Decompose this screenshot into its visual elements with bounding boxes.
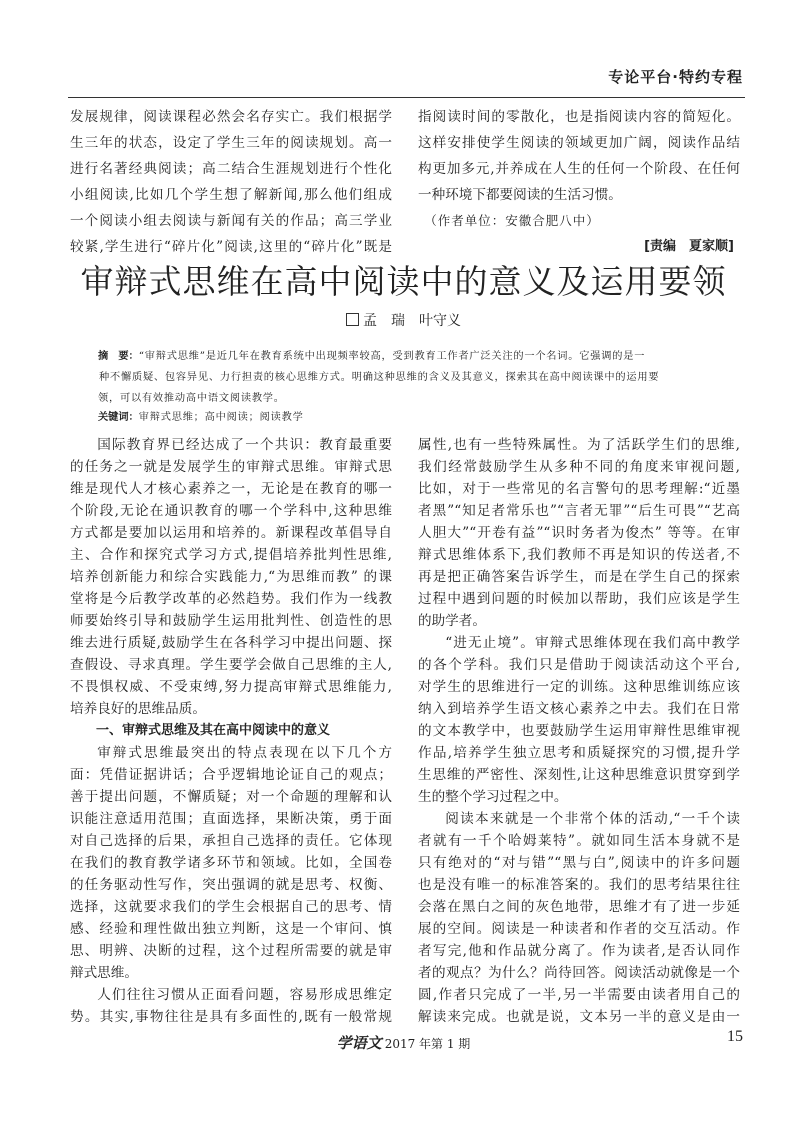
text-line: 主、合作和探究式学习方式,提倡培养批判性思维, <box>70 547 392 563</box>
text-line: 人们往往习惯从正面看问题，容易形成思维定 <box>97 987 392 1003</box>
text-line: 我们经常鼓励学生从多种不同的角度来审视问题, <box>418 459 740 475</box>
text-line: 师要始终引导和鼓励学生运用批判性、创造性的思 <box>70 613 392 629</box>
text-line: 方式都是要加以运用和培养的。新课程改革倡导自 <box>70 525 392 541</box>
text-line: 善于提出问题，不懈质疑；对一个命题的理解和认 <box>70 789 392 805</box>
prev-article-left-column <box>70 104 392 260</box>
text-line: 思、明辨、决断的过程，这个过程所需要的就是审 <box>70 943 392 959</box>
section-heading: 一、审辩式思维及其在高中阅读中的意义 <box>96 723 331 738</box>
section-header: 专论平台·特约专程 <box>608 68 743 86</box>
text-line: 会落在黑白之间的灰色地带，思维才有了进一步延 <box>418 899 740 915</box>
text-line: 作品,培养学生独立思考和质疑探究的习惯,提升学 <box>418 745 740 761</box>
text-line: 堂将是今后教学改革的必然趋势。我们作为一线教 <box>70 591 392 607</box>
text-line: 属性,也有一些特殊属性。为了活跃学生们的思维, <box>418 437 740 453</box>
abstract-line: 领，可以有效推动高中语文阅读教学。 <box>98 393 285 404</box>
text-line: 国际教育界已经达成了一个共识：教育最重要 <box>97 437 392 453</box>
text-line: 审辩式思维最突出的特点表现在以下几个方 <box>97 745 392 761</box>
text-line: 只有绝对的“对与错”“黑与白”,阅读中的许多问题 <box>418 855 740 871</box>
text-line: 面：凭借证据讲话；合乎逻辑地论证自己的观点； <box>70 767 392 783</box>
text-line: 指阅读时间的零散化，也是指阅读内容的简短化。 <box>418 109 740 125</box>
text-line: 比如，对于一些常见的名言警句的思考理解:“近墨 <box>418 481 740 497</box>
text-line: 维是现代人才核心素养之一，无论是在教育的哪一 <box>70 481 392 497</box>
text-line: 发展规律，阅读课程必然会名存实亡。我们根据学 <box>70 109 392 125</box>
text-line: 的各个学科。我们只是借助于阅读活动这个平台, <box>418 657 740 673</box>
text-line: 一种环境下都要阅读的生活习惯。 <box>418 187 622 203</box>
text-line: 对自己选择的后果，承担自己选择的责任。它体现 <box>70 833 392 849</box>
text-line: 阅读本来就是一个非常个体的活动,“一千个读 <box>445 811 740 827</box>
text-line: 势。其实,事物往往是具有多面性的,既有一般常规 <box>70 1009 392 1025</box>
text-line: 生三年的状态，设定了学生三年的阅读规划。高一 <box>70 135 392 151</box>
text-line: 对学生的思维进行一定的训练。这种思维训练应该 <box>418 679 740 695</box>
text-line: 者写完,他和作品就分离了。作为读者,是否认同作 <box>418 943 740 959</box>
text-line: 构更加多元,并养成在人生的任何一个阶段、在任何 <box>418 161 740 177</box>
text-line: 的任务驱动性写作，突出强调的就是思考、权衡、 <box>70 877 392 893</box>
text-line: 的文本教学中，也要鼓励学生运用审辩性思维审视 <box>418 723 740 739</box>
text-line: 进行名著经典阅读；高二结合生涯规划进行个性化 <box>70 161 392 177</box>
text-line: 辩式思维体系下,我们教师不再是知识的传送者,不 <box>418 547 740 563</box>
text-line: 一个阅读小组去阅读与新闻有关的作品；高三学业 <box>70 213 392 229</box>
footer <box>0 1032 807 1053</box>
text-line: 维去进行质疑,鼓励学生在各科学习中提出问题、探 <box>70 635 392 651</box>
text-line: 这样安排使学生阅读的领域更加广阔，阅读作品结 <box>418 135 740 151</box>
keywords-label: 关键词： <box>98 412 139 423</box>
text-line: 选择，这就要求我们的学生会根据自己的思考、情 <box>70 899 392 915</box>
abstract-label: 摘 要： <box>98 351 139 362</box>
author-unit: （作者单位：安徽合肥八中） <box>424 213 600 228</box>
text-line: 生的整个学习过程之中。 <box>418 789 568 805</box>
page-number: 15 <box>727 1028 743 1045</box>
text-line: 也是没有唯一的标准答案的。我们的思考结果往往 <box>418 877 740 893</box>
text-line: 者的观点？为什么？尚待回答。阅读活动就像是一个 <box>418 965 740 981</box>
text-line: 者就有一千个哈姆莱特”。就如同生活本身就不是 <box>418 833 740 849</box>
article-authors <box>0 310 807 330</box>
prev-article-right-text <box>418 104 740 208</box>
text-line: 生思维的严密性、深刻性,让这种思维意识贯穿到学 <box>418 767 740 783</box>
keywords-line <box>98 409 718 426</box>
editor-credit: [责编 夏家顺] <box>644 239 734 254</box>
keywords: 审辩式思维；高中阅读；阅读教学 <box>138 412 304 423</box>
text-line: 辩式思维。 <box>70 965 138 981</box>
text-line: 再是把正确答案告诉学生，而是在学生自己的探索 <box>418 569 740 585</box>
text-line: 培养创新能力和综合实践能力,“为思维而教” 的课 <box>70 569 392 585</box>
text-line: 人胆大”“开卷有益”“识时务者为俊杰” 等等。在审 <box>418 525 740 541</box>
issue: 2017 年第 1 期 <box>384 1037 471 1051</box>
author-names: 孟 瑞 叶守义 <box>363 313 461 329</box>
magazine-name: 学语文 <box>336 1034 382 1052</box>
text-line: 培养良好的思维品质。 <box>70 701 206 717</box>
text-line: 小组阅读,比如几个学生想了解新闻,那么他们组成 <box>70 187 392 203</box>
text-line: 的任务之一就是发展学生的审辩式思维。审辩式思 <box>70 459 392 475</box>
text-line: 纳入到培养学生语文核心素养之中去。我们在日常 <box>418 701 740 717</box>
body-left-column <box>70 434 392 1028</box>
text-line: 者黑”“知足者常乐也”“言者无罪”“后生可畏”“艺高 <box>418 503 740 519</box>
text-line: “进无止境”。审辩式思维体现在我们高中教学 <box>445 635 740 651</box>
text-line: 解读来完成。也就是说，文本另一半的意义是由一 <box>418 1009 740 1025</box>
text-line: 较紧,学生进行“碎片化”阅读,这里的“碎片化”既是 <box>70 239 392 255</box>
text-line: 查假设、寻求真理。学生要学会做自己思维的主人, <box>70 657 392 673</box>
header-rule <box>68 97 745 98</box>
abstract-line: 种不懈质疑、包容异见、力行担责的核心思维方式。明确这种思维的含义及其意义，探索其在高中阅读课中的运用要 <box>99 372 660 383</box>
text-line: 感、经验和理性做出独立判断，这是一个审问、慎 <box>70 921 392 937</box>
abstract <box>98 346 718 426</box>
article-title: 审辩式思维在高中阅读中的意义及运用要领 <box>80 262 727 301</box>
text-line: 展的空间。阅读是一种读者和作者的交互活动。作 <box>418 921 740 937</box>
author-box-icon <box>346 313 359 326</box>
abstract-line: 摘 要：“审辩式思维”是近几年在教育系统中出现频率较高，受到教育工作者广泛关注的一个名词。它强调的是一 <box>98 351 646 362</box>
text-line: 圆,作者只完成了一半,另一半需要由读者用自己的 <box>418 987 740 1003</box>
body-right-column <box>418 434 740 1028</box>
text-line: 个阶段,无论在通识教育的哪一个学科中,这种思维 <box>70 503 392 519</box>
prev-article-right-column <box>418 104 740 260</box>
text-line: 过程中遇到问题的时候加以帮助，我们应该是学生 <box>418 591 740 607</box>
text-line: 在我们的教育教学诸多环节和领域。比如，全国卷 <box>70 855 392 871</box>
text-line: 的助学者。 <box>418 613 486 629</box>
text-line: 识能注意适用范围；直面选择，果断决策，勇于面 <box>70 811 392 827</box>
text-line: 不畏惧权威、不受束缚,努力提高审辩式思维能力, <box>70 679 392 695</box>
